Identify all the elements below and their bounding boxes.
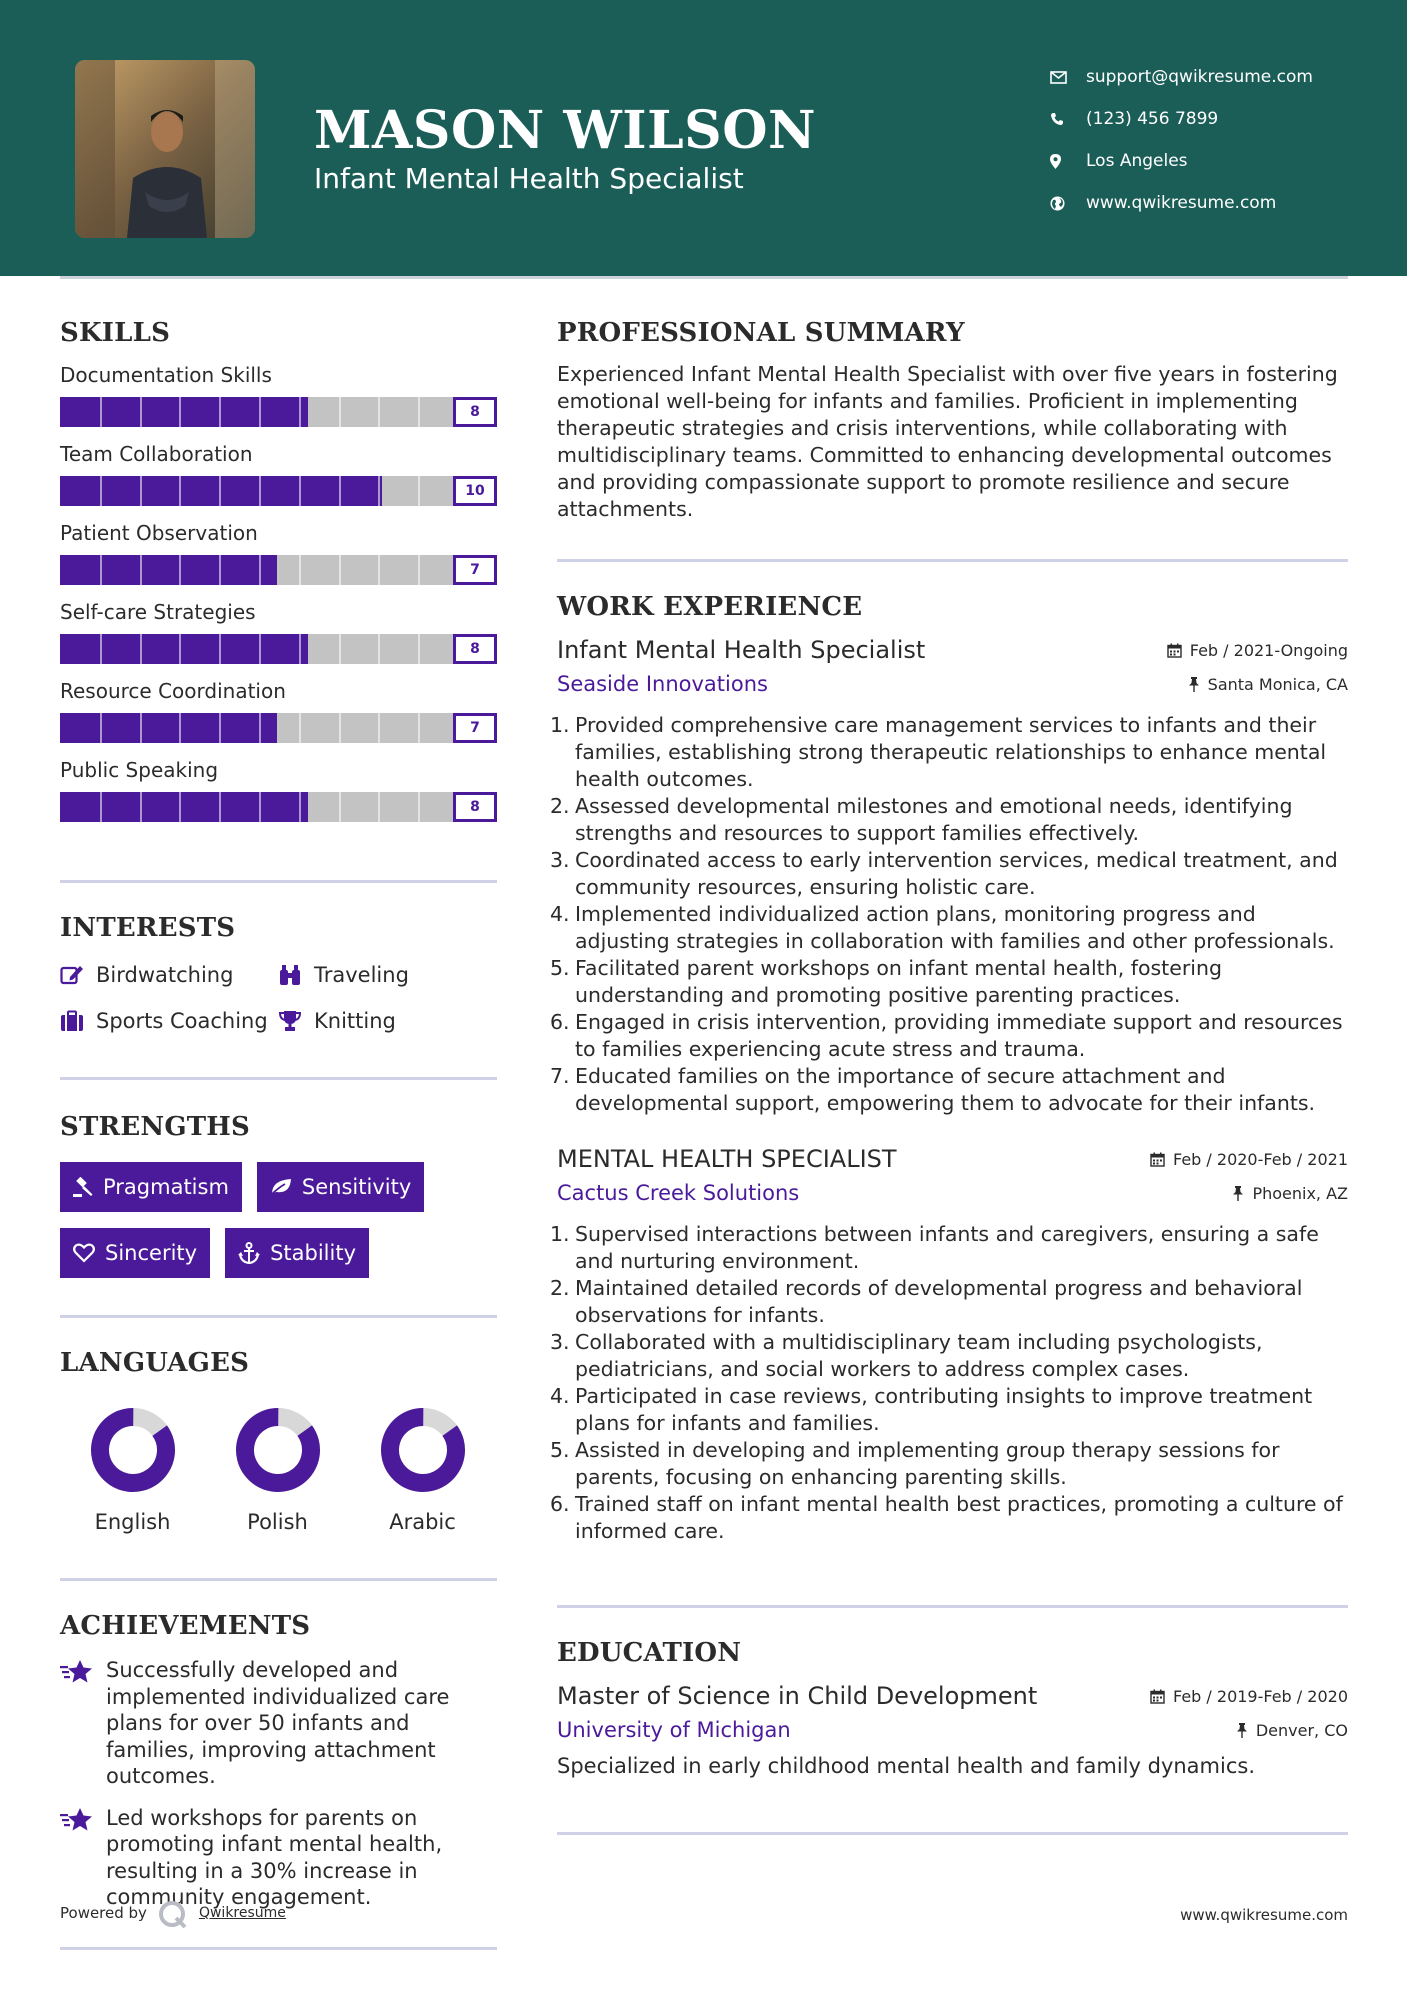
skill-bar-fill [60,397,308,427]
language-item [350,1406,495,1534]
skill-bar-segment [259,555,261,585]
job-bullet: 2. Maintained detailed records of developmental progress and behavioral observations for infants. [550,1276,1303,1327]
leaf-icon [270,1178,292,1196]
contact-phone-text: (123) 456 7899 [1086,109,1219,129]
education-location-text: Denver, CO [1255,1720,1348,1740]
skill-bar-segment [339,476,341,506]
language-item [205,1406,350,1534]
education-date [1150,1687,1348,1706]
strength-badge [60,1162,242,1212]
summary-section [557,318,1348,523]
job-bullet: 6. Engaged in crisis intervention, providing immediate support and resources to families experiencing acute stress and trauma. [550,1010,1343,1061]
skill-bar-segment [100,397,102,427]
skill-item [60,363,497,427]
strengths-badges [60,1162,497,1278]
skill-bar-segment [140,713,142,743]
job-location [1232,1184,1348,1203]
language-name: Arabic [389,1510,456,1534]
skill-bar-segment [100,476,102,506]
skill-level-label: 8 [453,792,497,822]
binoculars-icon [278,964,314,986]
degree-title: Master of Science in Child Development [557,1682,1038,1710]
experience-section [550,592,1348,1545]
education-section [557,1638,1348,1778]
contact-email[interactable] [1050,56,1313,98]
strength-badge [60,1228,210,1278]
candidate-title: Infant Mental Health Specialist [314,162,744,195]
skill-bar-segment [219,792,221,822]
languages-section [60,1348,497,1534]
strength-label: Pragmatism [103,1175,229,1199]
interest-label: Sports Coaching [96,1009,268,1033]
job-bullets [550,712,1348,1117]
skill-bar-segment [100,634,102,664]
job-location-text: Santa Monica, CA [1207,674,1348,694]
resume-header [0,0,1407,276]
phone-icon [1050,112,1086,126]
star-icon [60,1657,106,1790]
map-pin-icon [1050,154,1086,169]
strength-label: Sensitivity [301,1175,412,1199]
skill-item [60,442,497,506]
donut-fill [89,1406,177,1494]
section-divider [60,1315,497,1318]
job-title: MENTAL HEALTH SPECIALIST [557,1145,897,1173]
achievements-heading: ACHIEVEMENTS [60,1611,311,1641]
trophy-icon [278,1010,314,1032]
language-name: Polish [247,1510,308,1534]
right-column [550,318,1348,1835]
job-location-text: Phoenix, AZ [1252,1183,1348,1203]
skill-bar-fill [60,476,382,506]
skill-bar-segment [140,792,142,822]
company-name: Cactus Creek Solutions [557,1181,800,1205]
footer-powered-by [60,1904,286,1922]
skill-bar [60,713,497,743]
left-column [60,318,497,1950]
skill-bar-segment [100,555,102,585]
skill-bar-fill [60,555,277,585]
section-divider [60,1947,497,1950]
powered-by-text: Powered by [60,1904,147,1922]
skill-bar-segment [179,476,181,506]
skill-bar-segment [179,397,181,427]
language-item [60,1406,205,1534]
skill-bar [60,555,497,585]
school-name: University of Michigan [557,1718,791,1742]
section-divider [60,880,497,883]
donut-fill [234,1406,322,1494]
skill-bar [60,397,497,427]
skill-bar-segment [339,397,341,427]
footer-url[interactable]: www.qwikresume.com [1180,1906,1348,1924]
skill-bar-segment [299,476,301,506]
skill-bar-segment [140,634,142,664]
strength-label: Sincerity [105,1241,198,1265]
languages-heading: LANGUAGES [60,1348,250,1378]
skill-bar-segment [299,713,301,743]
skill-bar-segment [339,634,341,664]
job-bullet: 7. Educated families on the importance of secure attachment and developmental support, empowering them to advocate for their infants. [550,1064,1316,1115]
job-bullet: 5. Facilitated parent workshops on infant mental health, fostering understanding and promoting positive parenting practices. [550,956,1222,1007]
skill-bar-segment [299,634,301,664]
section-divider [557,559,1348,562]
skill-bar-segment [259,792,261,822]
language-name: English [94,1510,171,1534]
section-divider [557,1605,1348,1608]
job-bullet: 1. Provided comprehensive care management services to infants and their families, establishing strong therapeutic relationships to enhance mental health outcomes. [550,713,1327,791]
skill-level-label: 7 [453,713,497,743]
interests-grid [60,963,497,1033]
skill-bar-segment [100,792,102,822]
skill-bar-segment [140,555,142,585]
skill-bar-segment [339,792,341,822]
skill-level-label: 10 [453,476,497,506]
job-date [1167,641,1348,660]
education-description: Specialized in early childhood mental health and family dynamics. [557,1754,1256,1778]
skill-bar [60,634,497,664]
qwikresume-link[interactable]: Qwikresume [198,1905,286,1921]
section-divider [557,1832,1348,1835]
section-divider [60,1077,497,1080]
pushpin-icon [1188,677,1200,692]
globe-icon [1050,196,1086,211]
envelope-icon [1050,71,1086,84]
skill-bar [60,476,497,506]
skill-bar-segment [219,476,221,506]
strength-badge [225,1228,369,1278]
job-bullet: 5. Assisted in developing and implementing group therapy sessions for parents, focusing on enhancing parenting skills. [550,1438,1280,1489]
skill-bar [60,792,497,822]
job-bullet: 4. Participated in case reviews, contributing insights to improve treatment plans for infants and families. [550,1384,1313,1435]
interests-section [60,913,497,1033]
skill-bar-fill [60,713,277,743]
star-icon [60,1805,106,1911]
skill-bar-segment [418,555,420,585]
skill-item [60,758,497,822]
skill-bar-segment [418,634,420,664]
job-entry [550,1145,1348,1545]
skill-item [60,600,497,664]
company-name: Seaside Innovations [557,672,768,696]
calendar-icon [1167,643,1182,658]
skill-name: Patient Observation [60,521,258,545]
contact-location [1050,140,1313,182]
contact-website[interactable] [1050,182,1313,224]
skill-bar-fill [60,792,308,822]
language-donut [379,1406,467,1494]
contact-email-text: support@qwikresume.com [1086,67,1313,87]
job-bullet: 1. Supervised interactions between infants and caregivers, ensuring a safe and nurturing environment. [550,1222,1319,1273]
strength-label: Stability [270,1241,357,1265]
education-date-text: Feb / 2019-Feb / 2020 [1173,1686,1348,1706]
skills-list [60,363,497,822]
achievement-text: Successfully developed and implemented individualized care plans for over 50 infants and families, improving attachment outcomes. [106,1658,450,1788]
skill-bar-segment [179,713,181,743]
briefcase-icon [60,1010,96,1032]
skill-bar-segment [299,792,301,822]
skill-bar-segment [219,397,221,427]
achievements-section [60,1611,497,1911]
anchor-icon [238,1242,260,1264]
interest-label: Birdwatching [96,963,234,987]
job-bullet: 2. Assessed developmental milestones and emotional needs, identifying strengths and resources to support families effectively. [550,794,1293,845]
skill-bar-segment [219,555,221,585]
skills-heading: SKILLS [60,318,171,348]
job-date-text: Feb / 2021-Ongoing [1189,640,1348,660]
skill-bar-segment [418,397,420,427]
skill-name: Documentation Skills [60,363,272,387]
pushpin-icon [1232,1186,1244,1201]
skill-bar-segment [378,634,380,664]
skill-bar-segment [299,555,301,585]
skill-bar-segment [259,634,261,664]
skill-name: Team Collaboration [60,442,253,466]
skill-level-label: 7 [453,555,497,585]
job-entry [550,636,1348,1117]
skill-bar-segment [179,555,181,585]
strengths-section [60,1112,497,1278]
language-donut [234,1406,322,1494]
skill-bar-segment [259,713,261,743]
job-location [1188,675,1348,694]
skill-bar-segment [378,792,380,822]
strengths-heading: STRENGTHS [60,1112,251,1142]
contact-website-text: www.qwikresume.com [1086,193,1277,213]
skill-bar-segment [140,397,142,427]
job-bullet: 6. Trained staff on infant mental health best practices, promoting a culture of informed care. [550,1492,1343,1543]
strength-badge [257,1162,424,1212]
skill-bar-segment [418,713,420,743]
interest-item [278,1009,497,1033]
summary-heading: PROFESSIONAL SUMMARY [557,318,965,348]
achievement-item [60,1805,497,1911]
job-bullet: 3. Collaborated with a multidisciplinary team including psychologists, pediatricians, and social workers to address complex cases. [550,1330,1263,1381]
contact-list [1050,56,1313,224]
skill-name: Resource Coordination [60,679,286,703]
interest-label: Knitting [314,1009,396,1033]
edit-icon [60,964,96,986]
summary-text: Experienced Infant Mental Health Specialist with over five years in fostering emotional well-being for infants and families. Proficient in implementing therapeutic strategies and crisis interventions, while collaborating with multidisciplinary teams. Committed to enhancing developmental outcomes and providing compassionate support to promote resilience and secure attachments. [557,362,1338,521]
interest-item [278,963,497,987]
education-heading: EDUCATION [557,1638,742,1668]
skills-section [60,318,497,822]
skill-bar-segment [299,397,301,427]
job-bullets [550,1221,1348,1545]
education-location [1236,1721,1348,1740]
job-bullet: 3. Coordinated access to early intervention services, medical treatment, and community resources, ensuring holistic care. [550,848,1338,899]
experience-heading: WORK EXPERIENCE [557,592,863,622]
language-donut [89,1406,177,1494]
skill-name: Self-care Strategies [60,600,256,624]
job-date-text: Feb / 2020-Feb / 2021 [1173,1149,1348,1169]
interest-item [60,963,278,987]
skill-bar-segment [179,634,181,664]
header-divider [60,276,1348,279]
section-divider [60,1578,497,1581]
skill-bar-segment [219,713,221,743]
skill-level-label: 8 [453,634,497,664]
skill-item [60,679,497,743]
calendar-icon [1150,1689,1165,1704]
skill-bar-segment [179,792,181,822]
achievement-item [60,1657,497,1790]
skill-name: Public Speaking [60,758,219,782]
calendar-icon [1150,1152,1165,1167]
languages-list [60,1406,497,1534]
skill-bar-segment [140,476,142,506]
skill-bar-segment [100,713,102,743]
contact-location-text: Los Angeles [1086,151,1188,171]
skill-bar-segment [418,476,420,506]
gavel-icon [73,1177,93,1197]
job-title: Infant Mental Health Specialist [557,636,926,664]
qwikresume-logo-icon [158,1900,188,1934]
heart-icon [73,1243,95,1263]
contact-phone[interactable] [1050,98,1313,140]
interest-item [60,1009,278,1033]
achievement-text: Led workshops for parents on promoting infant mental health, resulting in a 30% increase in community engagement. [106,1805,443,1909]
skill-level-label: 8 [453,397,497,427]
candidate-name: MASON WILSON [314,100,817,161]
profile-photo [75,60,255,238]
donut-fill [379,1406,467,1494]
skill-bar-segment [339,713,341,743]
skill-bar-segment [259,397,261,427]
skill-bar-segment [219,634,221,664]
skill-bar-segment [259,476,261,506]
skill-bar-segment [378,555,380,585]
skill-bar-segment [418,792,420,822]
job-date [1150,1150,1348,1169]
pushpin-icon [1236,1723,1248,1738]
skill-item [60,521,497,585]
skill-bar-fill [60,634,308,664]
interest-label: Traveling [314,963,409,987]
skill-bar-segment [378,476,380,506]
interests-heading: INTERESTS [60,913,236,943]
skill-bar-segment [339,555,341,585]
job-bullet: 4. Implemented individualized action plans, monitoring progress and adjusting strategies in collaboration with families and other professionals. [550,902,1335,953]
skill-bar-segment [378,713,380,743]
skill-bar-segment [378,397,380,427]
